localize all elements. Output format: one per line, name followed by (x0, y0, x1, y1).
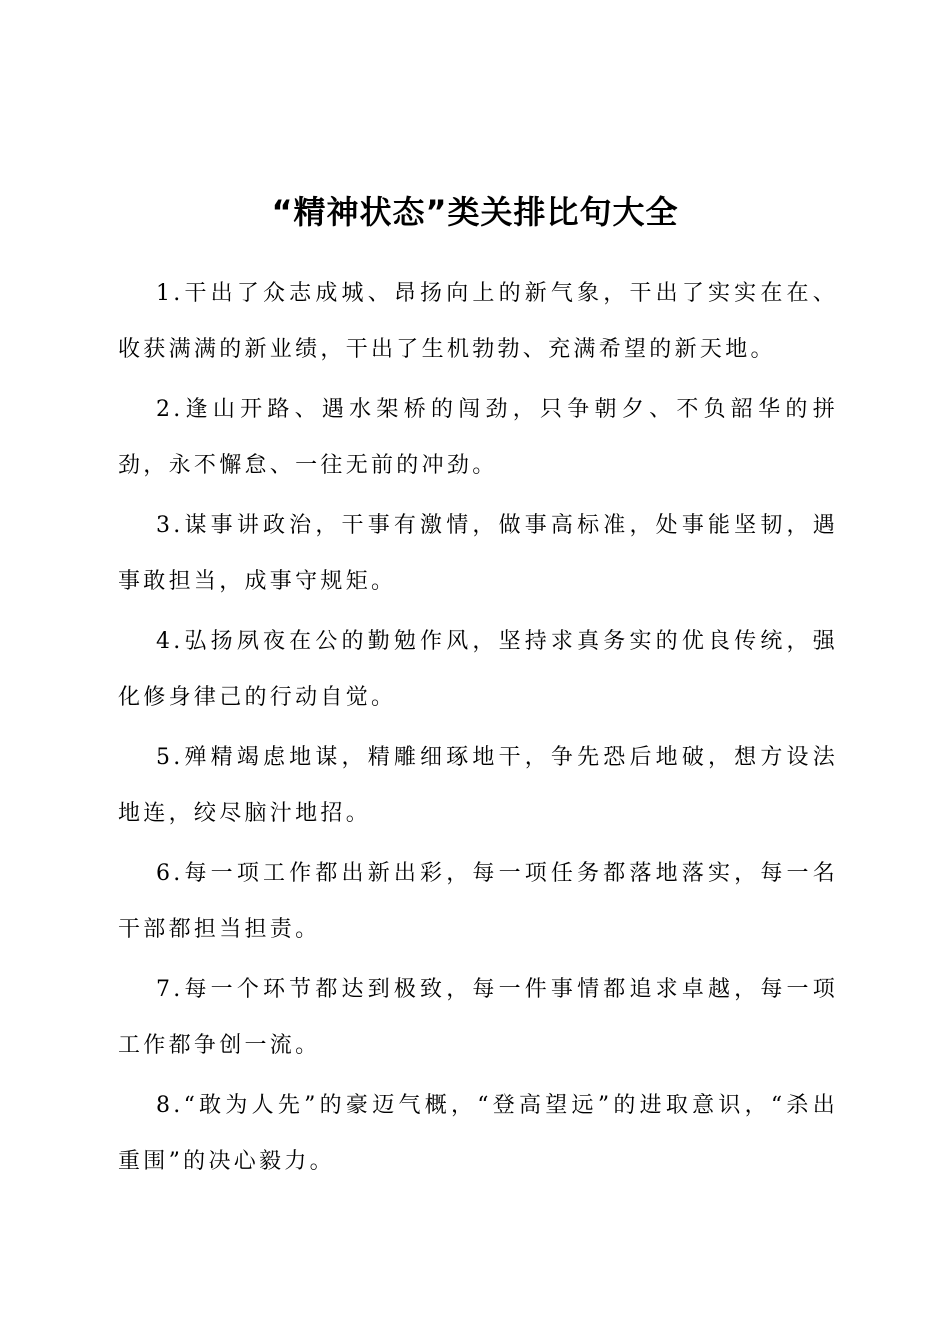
sentence-list (118, 266, 838, 1194)
list-item: 1.干出了众志成城、昂扬向上的新气象，干出了实实在在、收获满满的新业绩，干出了生机勃勃、充满希望的新天地。 (118, 281, 838, 362)
list-item: 5.殚精竭虑地谋，精雕细琢地干，争先恐后地破，想方设法地连，绞尽脑汁地招。 (118, 745, 838, 826)
list-item: 6.每一项工作都出新出彩，每一项任务都落地落实，每一名干部都担当担责。 (118, 861, 838, 942)
list-item: 2.逢山开路、遇水架桥的闯劲，只争朝夕、不负韶华的拼劲，永不懈怠、一往无前的冲劲。 (118, 397, 838, 478)
page-title: “精神状态”类关排比句大全 (271, 193, 679, 231)
list-item: 4.弘扬夙夜在公的勤勉作风，坚持求真务实的优良传统，强化修身律己的行动自觉。 (118, 629, 838, 710)
list-item: 7.每一个环节都达到极致，每一件事情都追求卓越，每一项工作都争创一流。 (118, 977, 838, 1058)
list-item: 8.“敢为人先”的豪迈气概，“登高望远”的进取意识，“杀出重围”的决心毅力。 (118, 1093, 838, 1174)
list-item: 3.谋事讲政治，干事有激情，做事高标准，处事能坚韧，遇事敢担当，成事守规矩。 (118, 513, 838, 594)
